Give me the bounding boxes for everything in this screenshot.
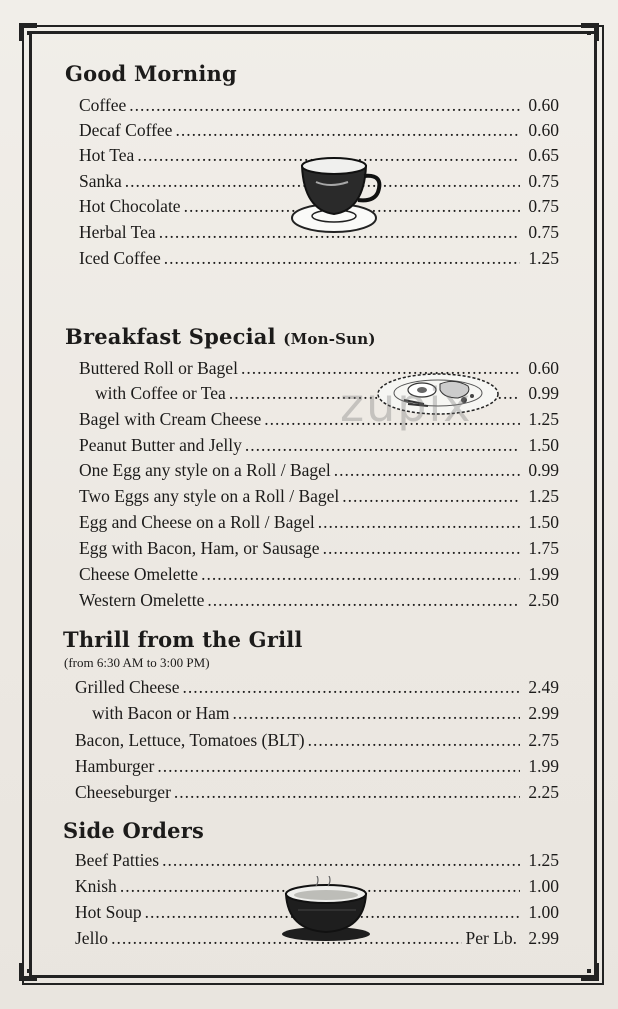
leader-dots <box>318 512 520 533</box>
item-name: Cheeseburger <box>75 782 171 802</box>
item-price: 0.75 <box>528 171 559 191</box>
item-price: 0.99 <box>528 383 559 403</box>
item-price: 1.99 <box>528 756 559 776</box>
leader-dots <box>207 590 520 611</box>
item-name: Cheese Omelette <box>79 564 199 584</box>
item-price: 1.25 <box>528 486 559 506</box>
item-name: Bacon, Lettuce, Tomatoes (BLT) <box>75 730 305 750</box>
section-title-side-orders: Side Orders <box>63 818 204 843</box>
menu-item <box>75 850 559 874</box>
menu-item <box>79 538 559 562</box>
item-name: Herbal Tea <box>79 222 156 242</box>
item-name: One Egg any style on a Roll / Bagel <box>79 460 331 480</box>
item-name: Hot Soup <box>75 902 142 922</box>
watermark-text: zupix <box>340 378 473 432</box>
menu-item <box>79 512 559 536</box>
item-price: 0.60 <box>528 120 559 140</box>
menu-item <box>79 486 559 510</box>
leader-dots <box>245 435 520 456</box>
item-price: 1.50 <box>528 512 559 532</box>
item-price: 0.60 <box>528 358 559 378</box>
item-price: 1.00 <box>528 902 559 922</box>
item-price: 1.99 <box>528 564 559 584</box>
item-name: Hot Chocolate <box>79 196 181 216</box>
menu-item <box>75 756 559 780</box>
menu-item <box>75 782 559 806</box>
item-name: Peanut Butter and Jelly <box>79 435 242 455</box>
leader-dots <box>164 248 520 269</box>
section-title-text: Breakfast Special <box>65 324 276 349</box>
item-name: Beef Patties <box>75 850 160 870</box>
item-price: 1.50 <box>528 435 559 455</box>
menu-item <box>79 564 559 588</box>
item-name: Sanka <box>79 171 122 191</box>
item-price: 2.99 <box>528 703 559 723</box>
item-price: 1.25 <box>528 248 559 268</box>
menu-item <box>79 590 559 614</box>
item-name: with Coffee or Tea <box>95 383 226 403</box>
item-name: Egg with Bacon, Ham, or Sausage <box>79 538 320 558</box>
leader-dots <box>174 782 520 803</box>
leader-dots <box>162 850 520 871</box>
item-name: Iced Coffee <box>79 248 161 268</box>
leader-dots <box>182 677 520 698</box>
section-title-thrill-from-the-grill: Thrill from the Grill <box>63 627 303 652</box>
item-price: 2.75 <box>528 730 559 750</box>
item-price: 0.75 <box>528 196 559 216</box>
grill-hours-note: (from 6:30 AM to 3:00 PM) <box>64 655 210 670</box>
item-name: Coffee <box>79 95 127 115</box>
item-name: Two Eggs any style on a Roll / Bagel <box>79 486 340 506</box>
corner-ornament-icon <box>579 961 601 983</box>
menu-item <box>79 435 559 459</box>
item-price: 0.75 <box>528 222 559 242</box>
item-price: 0.99 <box>528 460 559 480</box>
item-name: Western Omelette <box>79 590 205 610</box>
item-unit: Per Lb. <box>465 928 517 948</box>
item-name: Egg and Cheese on a Roll / Bagel <box>79 512 315 532</box>
item-name: Grilled Cheese <box>75 677 180 697</box>
item-price: 1.75 <box>528 538 559 558</box>
item-name: with Bacon or Ham <box>92 703 230 723</box>
leader-dots <box>129 95 520 116</box>
item-price: 1.25 <box>528 850 559 870</box>
item-name: Buttered Roll or Bagel <box>79 358 238 378</box>
item-price: 0.60 <box>528 95 559 115</box>
corner-ornament-icon <box>17 961 39 983</box>
item-name: Knish <box>75 876 117 896</box>
item-price: 1.25 <box>528 409 559 429</box>
section-title-breakfast-special <box>65 324 376 349</box>
item-price: 1.00 <box>528 876 559 896</box>
section-subtitle: (Mon-Sun) <box>283 330 376 348</box>
leader-dots <box>308 730 520 751</box>
item-name: Hot Tea <box>79 145 135 165</box>
item-price: 0.65 <box>528 145 559 165</box>
leader-dots <box>334 460 520 481</box>
menu-item <box>75 677 559 701</box>
menu-item <box>79 95 559 119</box>
item-name: Hamburger <box>75 756 155 776</box>
corner-ornament-icon <box>17 21 39 43</box>
item-name: Decaf Coffee <box>79 120 173 140</box>
menu-item <box>92 703 559 727</box>
menu-item <box>79 120 559 144</box>
corner-ornament-icon <box>579 21 601 43</box>
item-price: 2.50 <box>528 590 559 610</box>
section-title-good-morning: Good Morning <box>65 61 237 86</box>
leader-dots <box>201 564 520 585</box>
menu-item <box>75 730 559 754</box>
item-price: 2.99 <box>528 928 559 948</box>
item-price: 2.49 <box>528 677 559 697</box>
item-name: Jello <box>75 928 109 948</box>
leader-dots <box>323 538 520 559</box>
item-price: 2.25 <box>528 782 559 802</box>
menu-item <box>79 248 559 272</box>
leader-dots <box>175 120 520 141</box>
leader-dots <box>342 486 520 507</box>
menu-item <box>79 460 559 484</box>
soup-bowl-icon <box>276 876 376 942</box>
item-name: Bagel with Cream Cheese <box>79 409 262 429</box>
coffee-cup-icon <box>290 152 386 238</box>
leader-dots <box>233 703 520 724</box>
leader-dots <box>157 756 520 777</box>
